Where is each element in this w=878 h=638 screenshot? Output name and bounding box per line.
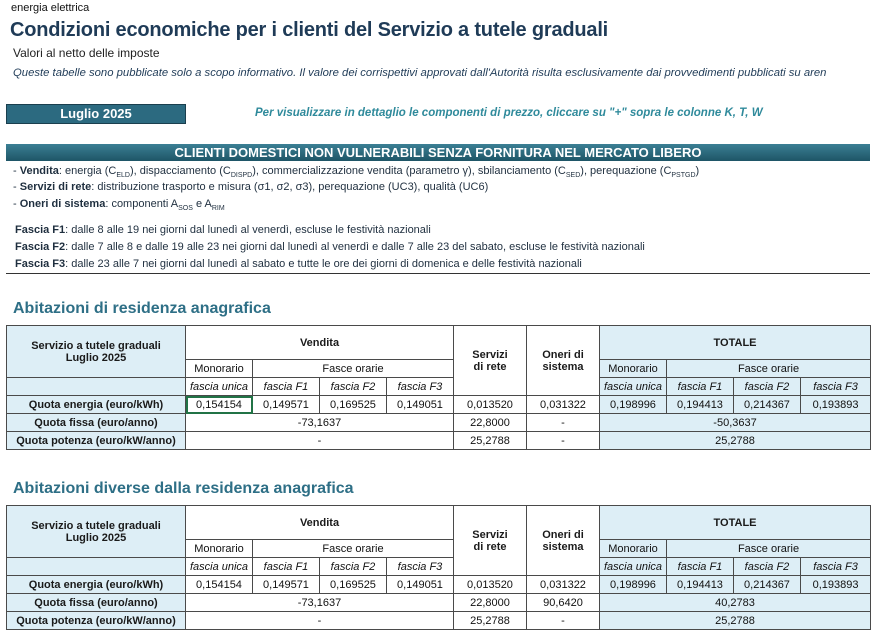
cell-energia-f3[interactable]: 0,149051	[387, 576, 454, 594]
fascia-unica-label: fascia unica	[186, 558, 253, 576]
section-title-non-residenza: Abitazioni diverse dalla residenza anagrafica	[13, 480, 354, 497]
fascia-f1-label: fascia F1	[253, 558, 320, 576]
fasce-orarie-label: Fasce orarie	[253, 540, 454, 558]
fascia-f3-label: fascia F3	[387, 378, 454, 396]
fascia-f1-label: fascia F1	[253, 378, 320, 396]
row-label-energia: Quota energia (euro/kWh)	[7, 576, 186, 594]
fascia-f2-label: fascia F2	[320, 378, 387, 396]
legend-f3: Fascia F3: dalle 23 alle 7 nei giorni dal lunedì al sabato e tutte le ore dei giorni di domenica e delle festività nazionali	[15, 258, 582, 270]
cell-potenza-totale[interactable]: 25,2788	[600, 612, 871, 630]
cell-fissa-vendita[interactable]: -73,1637	[186, 594, 454, 612]
blank-label-cell	[7, 378, 186, 396]
cell-energia-tot-monorario[interactable]: 0,198996	[600, 396, 667, 414]
monorario-label: Monorario	[186, 540, 253, 558]
corner-header: Servizio a tutele graduali Luglio 2025	[7, 506, 186, 558]
cell-potenza-oneri[interactable]: -	[527, 432, 600, 450]
table-row	[7, 414, 871, 432]
fascia-f3-label-totale: fascia F3	[801, 378, 871, 396]
blank-label-cell	[7, 558, 186, 576]
cell-energia-tot-monorario[interactable]: 0,198996	[600, 576, 667, 594]
price-table-non-residenza	[6, 505, 871, 630]
vendita-header: Vendita	[186, 326, 454, 360]
cell-energia-tot-f3[interactable]: 0,193893	[801, 576, 871, 594]
cell-energia-rete[interactable]: 0,013520	[454, 396, 527, 414]
row-label-fissa: Quota fissa (euro/anno)	[7, 414, 186, 432]
cell-fissa-vendita[interactable]: -73,1637	[186, 414, 454, 432]
cell-energia-oneri[interactable]: 0,031322	[527, 396, 600, 414]
fascia-unica-label: fascia unica	[186, 378, 253, 396]
cell-potenza-oneri[interactable]: -	[527, 612, 600, 630]
servizi-header: Servizi di rete	[454, 506, 527, 576]
table-row	[7, 432, 871, 450]
cell-potenza-totale[interactable]: 25,2788	[600, 432, 871, 450]
fascia-f3-label: fascia F3	[387, 558, 454, 576]
page-subtitle: Valori al netto delle imposte	[13, 46, 160, 60]
cell-energia-tot-f1[interactable]: 0,194413	[667, 576, 734, 594]
top-label: energia elettrica	[11, 2, 90, 14]
cell-energia-f3[interactable]: 0,149051	[387, 396, 454, 414]
totale-header: TOTALE	[600, 326, 871, 360]
hint-text: Per visualizzare in dettaglio le componenti di prezzo, cliccare su "+" sopra le colonne K, T, W	[255, 107, 763, 119]
fascia-f1-label-totale: fascia F1	[667, 378, 734, 396]
section-banner: CLIENTI DOMESTICI NON VULNERABILI SENZA FORNITURA NEL MERCATO LIBERO	[6, 144, 870, 161]
monorario-label-totale: Monorario	[600, 360, 667, 378]
cell-energia-tot-f2[interactable]: 0,214367	[734, 396, 801, 414]
legend-box	[6, 161, 870, 274]
fascia-f2-label-totale: fascia F2	[734, 378, 801, 396]
section-title-residenza: Abitazioni di residenza anagrafica	[13, 300, 271, 317]
legend-vendita: - Vendita: energia $(C_{ELD})$, dispacciamento $(C_{DISPD})$, commercializzazione vendita (parametro γ), sbilanciamento $(C_{SED})$, perequazione $(C_{PSTGD})$	[13, 165, 700, 180]
legend-f2: Fascia F2: dalle 7 alle 8 e dalle 19 alle 23 nei giorni dal lunedì al venerdì e dalle 7 alle 23 del sabato, escluse le festività nazionali	[15, 241, 645, 253]
cell-fissa-oneri[interactable]: -	[527, 414, 600, 432]
monorario-label: Monorario	[186, 360, 253, 378]
cell-fissa-oneri[interactable]: 90,6420	[527, 594, 600, 612]
cell-energia-monorario[interactable]: 0,154154	[186, 396, 253, 414]
cell-energia-f1[interactable]: 0,149571	[253, 396, 320, 414]
cell-potenza-rete[interactable]: 25,2788	[454, 612, 527, 630]
month-cell[interactable]: Luglio 2025	[6, 104, 186, 124]
fascia-f1-label-totale: fascia F1	[667, 558, 734, 576]
cell-energia-f1[interactable]: 0,149571	[253, 576, 320, 594]
cell-energia-tot-f2[interactable]: 0,214367	[734, 576, 801, 594]
table-row	[7, 576, 871, 594]
fascia-f3-label-totale: fascia F3	[801, 558, 871, 576]
cell-potenza-vendita[interactable]: -	[186, 432, 454, 450]
legend-oneri: - Oneri di sistema: componenti $A_{SOS}$ e $A_{RIM}$	[13, 198, 225, 213]
fasce-orarie-label: Fasce orarie	[253, 360, 454, 378]
cell-fissa-totale[interactable]: 40,2783	[600, 594, 871, 612]
table-row	[7, 594, 871, 612]
cell-energia-f2[interactable]: 0,169525	[320, 576, 387, 594]
row-label-potenza: Quota potenza (euro/kW/anno)	[7, 612, 186, 630]
cell-energia-tot-f1[interactable]: 0,194413	[667, 396, 734, 414]
cell-fissa-rete[interactable]: 22,8000	[454, 594, 527, 612]
servizi-header: Servizi di rete	[454, 326, 527, 396]
legend-rete: - Servizi di rete: distribuzione trasporto e misura (σ1, σ2, σ3), perequazione (UC3), qualità (UC6)	[13, 181, 489, 193]
totale-header: TOTALE	[600, 506, 871, 540]
price-table-residenza	[6, 325, 871, 450]
row-label-energia: Quota energia (euro/kWh)	[7, 396, 186, 414]
table-row	[7, 612, 871, 630]
cell-energia-monorario[interactable]: 0,154154	[186, 576, 253, 594]
row-label-potenza: Quota potenza (euro/kW/anno)	[7, 432, 186, 450]
fasce-orarie-label-totale: Fasce orarie	[667, 360, 871, 378]
vendita-header: Vendita	[186, 506, 454, 540]
fascia-unica-label-totale: fascia unica	[600, 378, 667, 396]
fascia-f2-label: fascia F2	[320, 558, 387, 576]
cell-energia-f2[interactable]: 0,169525	[320, 396, 387, 414]
cell-fissa-totale[interactable]: -50,3637	[600, 414, 871, 432]
legend-f1: Fascia F1: dalle 8 alle 19 nei giorni dal lunedì al venerdì, escluse le festività nazionali	[15, 224, 431, 236]
disclaimer-text: Queste tabelle sono pubblicate solo a scopo informativo. Il valore dei corrispettivi approvati dall'Autorità risulta esclusivamente dai provvedimenti pubblicati su aren	[13, 67, 827, 79]
table-row	[7, 396, 871, 414]
oneri-header: Oneri di sistema	[527, 506, 600, 576]
cell-energia-rete[interactable]: 0,013520	[454, 576, 527, 594]
corner-header: Servizio a tutele graduali Luglio 2025	[7, 326, 186, 378]
fasce-orarie-label-totale: Fasce orarie	[667, 540, 871, 558]
oneri-header: Oneri di sistema	[527, 326, 600, 396]
cell-fissa-rete[interactable]: 22,8000	[454, 414, 527, 432]
cell-energia-oneri[interactable]: 0,031322	[527, 576, 600, 594]
cell-potenza-vendita[interactable]: -	[186, 612, 454, 630]
page-title: Condizioni economiche per i clienti del Servizio a tutele graduali	[10, 19, 609, 41]
monorario-label-totale: Monorario	[600, 540, 667, 558]
fascia-unica-label-totale: fascia unica	[600, 558, 667, 576]
row-label-fissa: Quota fissa (euro/anno)	[7, 594, 186, 612]
cell-potenza-rete[interactable]: 25,2788	[454, 432, 527, 450]
cell-energia-tot-f3[interactable]: 0,193893	[801, 396, 871, 414]
fascia-f2-label-totale: fascia F2	[734, 558, 801, 576]
